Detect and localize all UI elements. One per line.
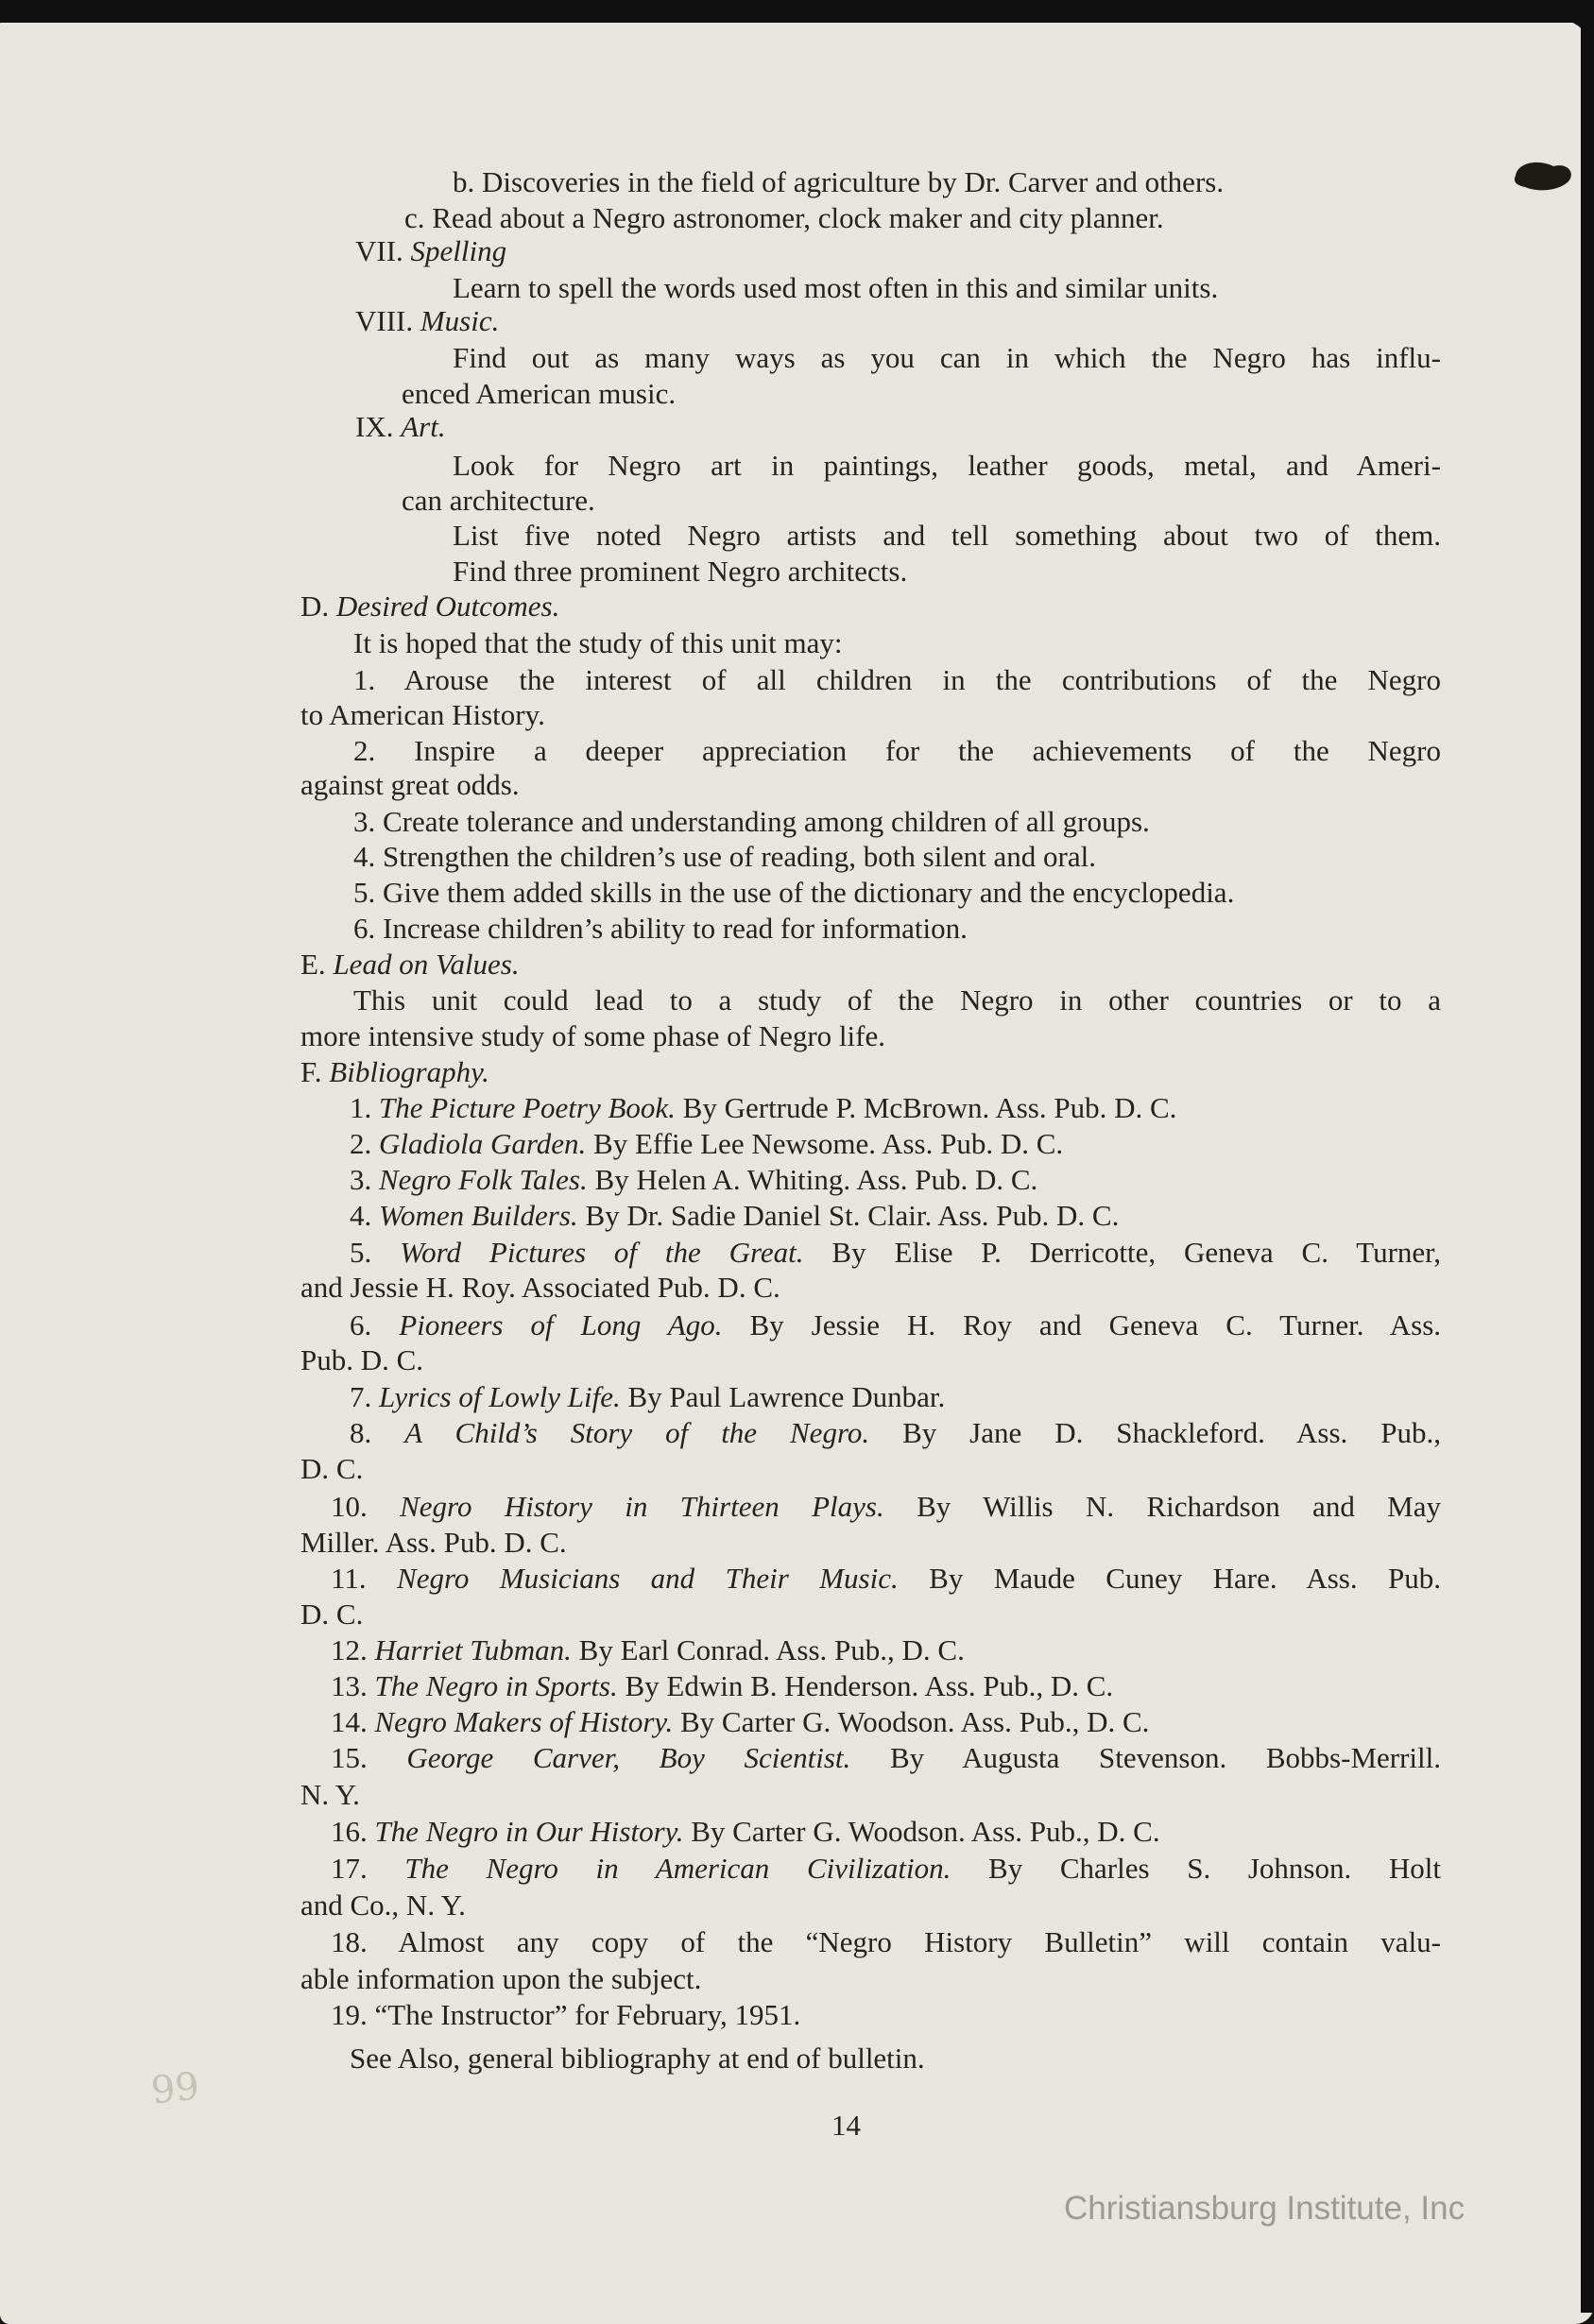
bibliography-number: 12. bbox=[331, 1633, 368, 1666]
bibliography-details: By Carter G. Woodson. Ass. Pub., D. C. bbox=[679, 1705, 1150, 1738]
section-ix-title: Art. bbox=[401, 410, 446, 443]
section-ix-text-line2: can architecture. bbox=[402, 484, 595, 517]
bibliography-details: “The Instructor” for February, 1951. bbox=[374, 1998, 801, 2031]
bibliography-entry bbox=[350, 1129, 1063, 1158]
bibliography-details: By Carter G. Woodson. Ass. Pub., D. C. bbox=[691, 1815, 1160, 1848]
bibliography-details: By Helen A. Whiting. Ass. Pub. D. C. bbox=[594, 1163, 1038, 1196]
section-e-letter: E. bbox=[300, 948, 326, 981]
bibliography-title: George Carver, Boy Scientist. bbox=[406, 1741, 851, 1774]
outcome-1-line2: to American History. bbox=[300, 698, 545, 731]
section-d-intro: It is hoped that the study of this unit may: bbox=[353, 626, 843, 659]
bibliography-title: The Negro in American Civilization. bbox=[404, 1852, 951, 1885]
page-number: 14 bbox=[831, 2109, 861, 2142]
section-f-letter: F. bbox=[300, 1055, 322, 1088]
bibliography-entry bbox=[350, 1165, 1037, 1194]
bibliography-entry bbox=[331, 1492, 1441, 1521]
outcome-1-line1: 1. Arouse the interest of all children in the contributions of the Negro bbox=[353, 663, 1441, 696]
bibliography-entry bbox=[350, 1093, 1176, 1122]
section-viii-heading bbox=[355, 306, 499, 335]
bibliography-entry-continuation: D. C. bbox=[300, 1598, 364, 1631]
bibliography-entry-continuation: Miller. Ass. Pub. D. C. bbox=[300, 1526, 567, 1559]
section-e-heading bbox=[300, 949, 520, 979]
bibliography-details: By Earl Conrad. Ass. Pub., D. C. bbox=[578, 1633, 965, 1666]
bibliography-number: 16. bbox=[331, 1815, 368, 1848]
bibliography-title: Negro Makers of History. bbox=[374, 1705, 674, 1738]
section-vii-title: Spelling bbox=[410, 234, 507, 267]
bibliography-details: By Augusta Stevenson. Bobbs-Merrill. bbox=[889, 1741, 1442, 1774]
section-vii-heading bbox=[355, 236, 506, 265]
outcome-3: 3. Create tolerance and understanding among children of all groups. bbox=[353, 805, 1150, 838]
bibliography-number: 10. bbox=[331, 1490, 368, 1523]
bibliography-details: By Elise P. Derricotte, Geneva C. Turner, bbox=[831, 1236, 1442, 1269]
bibliography-title: Lyrics of Lowly Life. bbox=[379, 1380, 621, 1413]
section-d-letter: D. bbox=[300, 590, 330, 623]
bibliography-title: Gladiola Garden. bbox=[379, 1127, 587, 1160]
bibliography-title: Word Pictures of the Great. bbox=[400, 1236, 804, 1269]
bibliography-number: 4. bbox=[350, 1199, 372, 1232]
section-ix-heading bbox=[355, 412, 446, 441]
outcome-4: 4. Strengthen the children’s use of reading, both silent and oral. bbox=[353, 840, 1097, 873]
bibliography-entry bbox=[350, 1238, 1441, 1267]
bibliography-entry bbox=[350, 1382, 945, 1411]
bibliography-entry bbox=[331, 1854, 1441, 1883]
bibliography-number: 2. bbox=[350, 1127, 372, 1160]
bibliography-details: By Jessie H. Roy and Geneva C. Turner. Ass. bbox=[749, 1308, 1442, 1341]
section-ix-text-line4: Find three prominent Negro architects. bbox=[453, 555, 908, 588]
bibliography-number: 19. bbox=[331, 1998, 368, 2031]
bibliography-number: 3. bbox=[350, 1163, 372, 1196]
bibliography-entry-continuation: D. C. bbox=[300, 1452, 364, 1485]
section-viii-text-line2: enced American music. bbox=[402, 377, 677, 410]
section-d-heading bbox=[300, 591, 559, 621]
bibliography-entry-continuation: able information upon the subject. bbox=[300, 1962, 702, 1995]
bibliography-number: 8. bbox=[350, 1416, 372, 1449]
section-vii-text: Learn to spell the words used most often in this and similar units. bbox=[453, 271, 1219, 304]
bibliography-title: The Negro in Our History. bbox=[374, 1815, 684, 1848]
bibliography-number: 18. bbox=[331, 1925, 368, 1958]
bibliography-entry bbox=[331, 1671, 1113, 1700]
outcome-6: 6. Increase children’s ability to read for information. bbox=[353, 912, 968, 945]
bibliography-entry bbox=[331, 1564, 1441, 1593]
stain-mark bbox=[1510, 155, 1578, 197]
bibliography-number: 6. bbox=[350, 1308, 372, 1341]
section-e-title: Lead on Values. bbox=[333, 948, 520, 981]
bibliography-entry bbox=[350, 1418, 1441, 1447]
outcome-2-line2: against great odds. bbox=[300, 768, 520, 801]
section-d-title: Desired Outcomes. bbox=[335, 590, 560, 623]
bibliography-title: A Child’s Story of the Negro. bbox=[404, 1416, 870, 1449]
bibliography-entry-continuation: and Jessie H. Roy. Associated Pub. D. C. bbox=[300, 1271, 780, 1304]
bibliography-entry-continuation: Pub. D. C. bbox=[300, 1343, 424, 1376]
section-e-text-line2: more intensive study of some phase of Negro life. bbox=[300, 1019, 885, 1052]
bibliography-details: By Paul Lawrence Dunbar. bbox=[627, 1380, 946, 1413]
bibliography-entry bbox=[350, 1201, 1119, 1230]
bibliography-entry-continuation: and Co., N. Y. bbox=[300, 1888, 466, 1922]
section-vi-item-c: c. Read about a Negro astronomer, clock maker and city planner. bbox=[404, 201, 1164, 234]
pencil-annotation: 99 bbox=[148, 2064, 202, 2113]
bibliography-details: By Gertrude P. McBrown. Ass. Pub. D. C. bbox=[682, 1091, 1177, 1124]
bibliography-details: By Willis N. Richardson and May bbox=[917, 1490, 1442, 1523]
bibliography-details: By Edwin B. Henderson. Ass. Pub., D. C. bbox=[625, 1669, 1114, 1702]
bibliography-number: 5. bbox=[350, 1236, 372, 1269]
bibliography-entry bbox=[331, 2000, 800, 2029]
bibliography-entry bbox=[331, 1817, 1160, 1846]
section-ix-text-line1: Look for Negro art in paintings, leather goods, metal, and Ameri- bbox=[453, 449, 1441, 482]
bibliography-number: 13. bbox=[331, 1669, 368, 1702]
section-f-title: Bibliography. bbox=[329, 1055, 489, 1088]
bibliography-number: 11. bbox=[331, 1562, 367, 1595]
bibliography-details: By Effie Lee Newsome. Ass. Pub. D. C. bbox=[593, 1127, 1064, 1160]
bibliography-entry-continuation: N. Y. bbox=[300, 1778, 360, 1811]
bibliography-number: 7. bbox=[350, 1380, 372, 1413]
section-vii-numeral: VII. bbox=[355, 234, 403, 267]
section-viii-title: Music. bbox=[420, 304, 500, 337]
section-ix-text-line3: List five noted Negro artists and tell something about two of them. bbox=[453, 519, 1441, 552]
bibliography-details: By Dr. Sadie Daniel St. Clair. Ass. Pub. D. C. bbox=[585, 1199, 1120, 1232]
section-f-heading bbox=[300, 1057, 489, 1086]
bibliography-title: Negro Musicians and Their Music. bbox=[397, 1562, 899, 1595]
bibliography-details: Almost any copy of the “Negro History Bulletin” will contain valu- bbox=[398, 1925, 1441, 1958]
bibliography-number: 1. bbox=[350, 1091, 372, 1124]
bibliography-entry bbox=[331, 1707, 1149, 1736]
archive-watermark: Christiansburg Institute, Inc bbox=[1064, 2190, 1465, 2227]
section-viii-numeral: VIII. bbox=[355, 304, 414, 337]
bibliography-details: By Jane D. Shackleford. Ass. Pub., bbox=[902, 1416, 1441, 1449]
bibliography-number: 17. bbox=[331, 1852, 368, 1885]
bibliography-entry bbox=[331, 1743, 1441, 1772]
bibliography-title: Harriet Tubman. bbox=[374, 1633, 572, 1666]
bibliography-entry bbox=[331, 1927, 1441, 1957]
bibliography-entry bbox=[350, 1310, 1441, 1340]
bibliography-title: Negro History in Thirteen Plays. bbox=[400, 1490, 884, 1523]
bibliography-title: Negro Folk Tales. bbox=[379, 1163, 588, 1196]
bibliography-details: By Charles S. Johnson. Holt bbox=[988, 1852, 1441, 1885]
bibliography-title: Women Builders. bbox=[379, 1199, 578, 1232]
section-viii-text-line1: Find out as many ways as you can in which the Negro has influ- bbox=[453, 341, 1441, 374]
outcome-2-line1: 2. Inspire a deeper appreciation for the achievements of the Negro bbox=[353, 734, 1441, 767]
bibliography-title: Pioneers of Long Ago. bbox=[399, 1308, 723, 1341]
section-e-text-line1: This unit could lead to a study of the Negro in other countries or to a bbox=[353, 983, 1441, 1017]
bibliography-entry bbox=[331, 1635, 965, 1665]
see-also-note: See Also, general bibliography at end of bulletin. bbox=[350, 2042, 925, 2075]
bibliography-number: 14. bbox=[331, 1705, 368, 1738]
section-vi-item-b: b. Discoveries in the field of agriculture by Dr. Carver and others. bbox=[453, 165, 1225, 198]
bibliography-details: By Maude Cuney Hare. Ass. Pub. bbox=[929, 1562, 1441, 1595]
bibliography-title: The Picture Poetry Book. bbox=[379, 1091, 676, 1124]
section-ix-numeral: IX. bbox=[355, 410, 394, 443]
outcome-5: 5. Give them added skills in the use of the dictionary and the encyclopedia. bbox=[353, 876, 1235, 909]
bibliography-title: The Negro in Sports. bbox=[374, 1669, 618, 1702]
bibliography-number: 15. bbox=[331, 1741, 368, 1774]
